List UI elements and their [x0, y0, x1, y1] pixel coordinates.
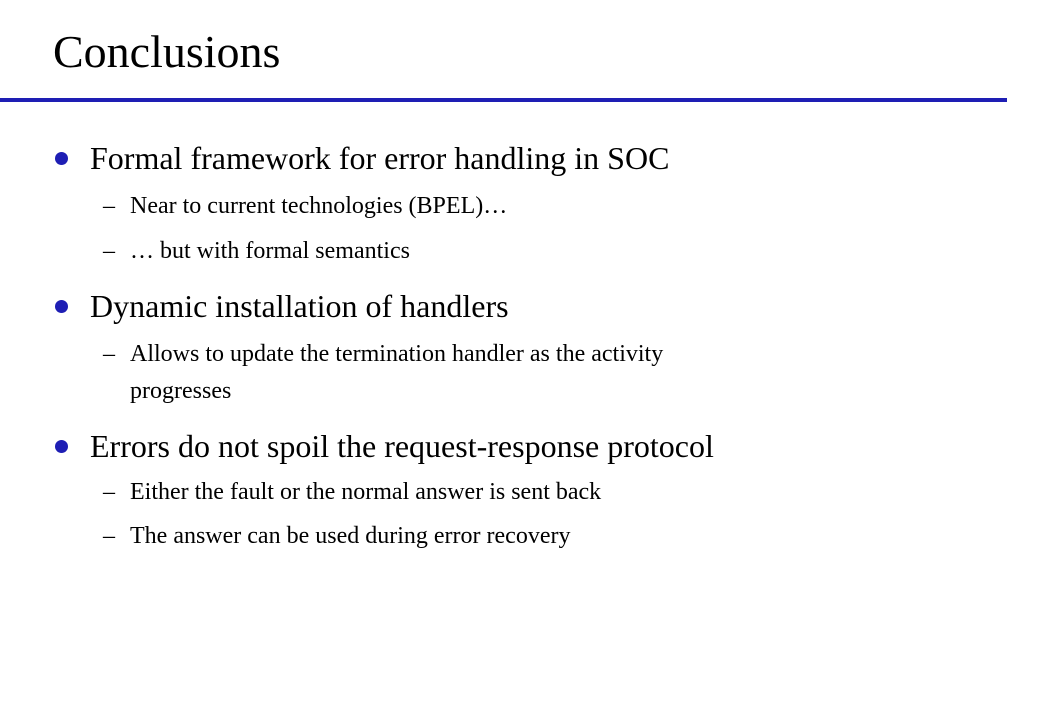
title-underline	[0, 98, 1007, 102]
bullet-2-sub-1: Allows to update the termination handler as the activity	[130, 341, 664, 367]
sub-dash: –	[103, 238, 115, 264]
bullet-2: Dynamic installation of handlers	[90, 288, 509, 324]
bullet-1: Formal framework for error handling in SOC	[90, 140, 670, 176]
bullet-1-sub-1: Near to current technologies (BPEL)…	[130, 193, 508, 219]
slide-title: Conclusions	[53, 26, 281, 77]
sub-dash: –	[103, 193, 115, 219]
bullet-dot-icon	[55, 300, 68, 313]
sub-dash: –	[103, 341, 115, 367]
bullet-1-sub-2: … but with formal semantics	[130, 238, 410, 264]
bullet-3: Errors do not spoil the request-response protocol	[90, 428, 714, 464]
bullet-2-sub-1-cont: progresses	[130, 378, 232, 404]
bullet-3-sub-2: The answer can be used during error recovery	[130, 523, 571, 549]
sub-dash: –	[103, 479, 115, 505]
bullet-3-sub-1: Either the fault or the normal answer is sent back	[130, 479, 602, 505]
sub-dash: –	[103, 523, 115, 549]
bullet-dot-icon	[55, 440, 68, 453]
bullet-dot-icon	[55, 152, 68, 165]
